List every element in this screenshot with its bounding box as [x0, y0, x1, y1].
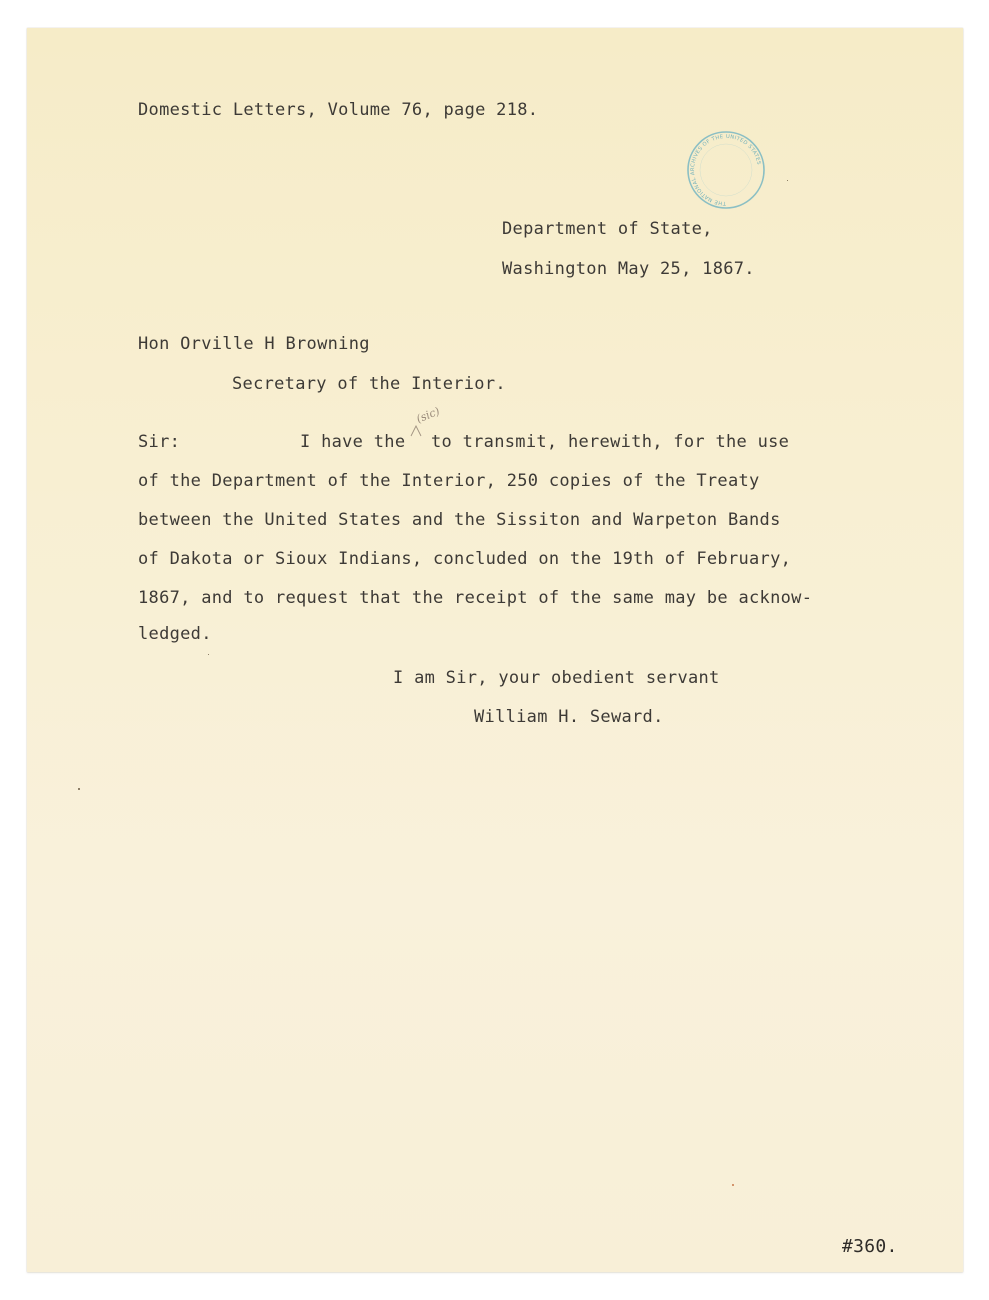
handwritten-insertion-mark	[409, 403, 459, 439]
body-line: between the United States and the Sissiton and Warpeton Bands	[138, 510, 781, 530]
paper-speck	[78, 788, 80, 790]
signature: William H. Seward.	[474, 707, 664, 727]
paper-speck	[732, 1184, 734, 1186]
seal-text: THE NATIONAL ARCHIVES OF THE UNITED STATES	[689, 133, 762, 207]
handwritten-insertion-text: (sic)	[414, 404, 442, 426]
body-line: of the Department of the Interior, 250 copies of the Treaty	[138, 471, 760, 491]
closing: I am Sir, your obedient servant	[393, 668, 720, 688]
paper-speck	[787, 180, 788, 181]
svg-text:THE NATIONAL ARCHIVES OF THE U	[690, 134, 762, 206]
recipient-name: Hon Orville H Browning	[138, 334, 370, 354]
recipient-title: Secretary of the Interior.	[232, 374, 506, 394]
sender-office: Department of State,	[502, 219, 713, 239]
place-date: Washington May 25, 1867.	[502, 259, 755, 279]
body-line: ledged.	[138, 624, 212, 644]
body-line: 1867, and to request that the receipt of the same may be acknow-	[138, 588, 813, 608]
page-number: #360.	[842, 1236, 898, 1257]
document-reference: Domestic Letters, Volume 76, page 218.	[138, 100, 539, 120]
body-line: I have the	[300, 432, 406, 452]
body-line: to transmit, herewith, for the use	[431, 432, 790, 452]
archives-seal-stamp	[682, 130, 770, 210]
salutation: Sir:	[138, 432, 181, 452]
document-page	[27, 28, 963, 1272]
paper-speck	[208, 654, 209, 655]
body-line: of Dakota or Sioux Indians, concluded on the 19th of February,	[138, 549, 792, 569]
